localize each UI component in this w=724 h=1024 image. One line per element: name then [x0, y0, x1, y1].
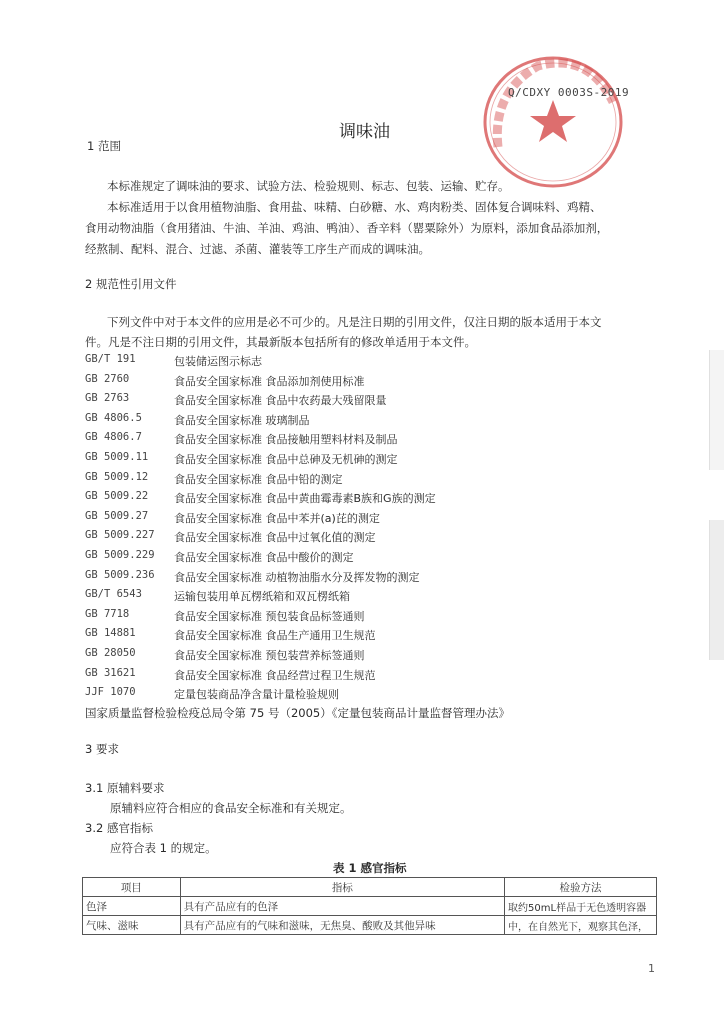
table-row: [83, 897, 657, 916]
company-seal-stamp: [478, 52, 628, 192]
th-spec: 指标: [180, 878, 504, 897]
section-1-line-3: 食用动物油脂（食用猪油、牛油、羊油、鸡油、鸭油）、香辛料（罂粟除外）为原料，添加食品添加剂，: [85, 221, 609, 235]
reference-title: 食品安全国家标准 食品中黄曲霉毒素B族和G族的测定: [174, 492, 436, 505]
reference-title: 食品安全国家标准 食品中总砷及无机砷的测定: [174, 453, 398, 466]
reference-code: GB 5009.11: [85, 451, 149, 463]
th-item: 项目: [83, 878, 181, 897]
page-title: 调味油: [339, 122, 390, 142]
section-1-line-2: 本标准适用于以食用植物油脂、食用盐、味精、白砂糖、水、鸡肉粉类、固体复合调味料、鸡精、: [107, 200, 602, 214]
reference-title: 食品安全国家标准 动植物油脂水分及挥发物的测定: [174, 571, 420, 584]
reference-code: GB 2760: [85, 373, 130, 385]
reference-code: GB/T 6543: [85, 588, 142, 600]
reference-code: JJF 1070: [85, 686, 136, 698]
reference-code: GB 4806.5: [85, 412, 142, 424]
reference-title: 食品安全国家标准 食品添加剂使用标准: [174, 375, 365, 388]
reference-code: GB 4806.7: [85, 431, 142, 443]
section-3-heading: 3 要求: [85, 742, 119, 756]
table-1-caption: 表 1 感官指标: [333, 861, 407, 875]
section-1-heading: 1 范围: [87, 139, 121, 153]
reference-code: GB 31621: [85, 667, 136, 679]
decree-line: 国家质量监督检验检疫总局令第 75 号（2005）《定量包装商品计量监督管理办法》: [85, 706, 510, 720]
reference-code: GB 14881: [85, 627, 136, 639]
reference-code: GB 5009.27: [85, 510, 149, 522]
row-2-item: 气味、滋味: [83, 916, 181, 935]
right-edge-strip-2: [709, 520, 724, 660]
reference-code: GB/T 191: [85, 353, 136, 365]
reference-code: GB 5009.227: [85, 529, 155, 541]
reference-title: 运输包装用单瓦楞纸箱和双瓦楞纸箱: [174, 590, 350, 603]
sensory-table: [82, 877, 657, 935]
reference-title: 定量包装商品净含量计量检验规则: [174, 688, 339, 701]
page-number: 1: [648, 962, 655, 975]
reference-code: GB 5009.229: [85, 549, 155, 561]
table-header-row: [83, 878, 657, 897]
reference-title: 食品安全国家标准 食品接触用塑料材料及制品: [174, 433, 398, 446]
table-row: [83, 916, 657, 935]
reference-title: 食品安全国家标准 玻璃制品: [174, 414, 310, 427]
reference-code: GB 5009.236: [85, 569, 155, 581]
reference-title: 食品安全国家标准 食品中酸价的测定: [174, 551, 354, 564]
doc-code: Q/CDXY 0003S-2019: [508, 86, 630, 99]
section-1-line-4: 经熬制、配料、混合、过滤、杀菌、灌装等工序生产而成的调味油。: [85, 242, 430, 256]
reference-title: 食品安全国家标准 食品中农药最大残留限量: [174, 394, 387, 407]
reference-title: 食品安全国家标准 预包装营养标签通则: [174, 649, 365, 662]
section-3-2-heading: 3.2 感官指标: [85, 821, 153, 835]
reference-code: GB 5009.12: [85, 471, 149, 483]
reference-title: 食品安全国家标准 食品中铅的测定: [174, 473, 343, 486]
section-3-1-text: 原辅料应符合相应的食品安全标准和有关规定。: [110, 801, 352, 815]
section-3-2-text: 应符合表 1 的规定。: [110, 841, 217, 855]
reference-code: GB 7718: [85, 608, 130, 620]
reference-title: 食品安全国家标准 食品中过氧化值的测定: [174, 531, 376, 544]
row-1-item: 色泽: [83, 897, 181, 916]
section-2-intro-1: 下列文件中对于本文件的应用是必不可少的。凡是注日期的引用文件，仅注日期的版本适用于本文: [107, 315, 602, 329]
reference-title: 食品安全国家标准 食品中苯并(a)芘的测定: [174, 512, 380, 525]
reference-title: 食品安全国家标准 食品经营过程卫生规范: [174, 669, 376, 682]
row-2-spec: 具有产品应有的气味和滋味，无焦臭、酸败及其他异味: [180, 916, 504, 935]
row-1-spec: 具有产品应有的色泽: [180, 897, 504, 916]
th-method: 检验方法: [505, 878, 657, 897]
row-1-method: 取约50mL样品于无色透明容器: [505, 897, 657, 916]
section-3-1-heading: 3.1 原辅料要求: [85, 781, 165, 795]
reference-title: 食品安全国家标准 预包装食品标签通则: [174, 610, 365, 623]
reference-title: 包装储运图示标志: [174, 355, 262, 368]
reference-code: GB 5009.22: [85, 490, 149, 502]
reference-code: GB 28050: [85, 647, 136, 659]
section-2-heading: 2 规范性引用文件: [85, 277, 177, 291]
reference-code: GB 2763: [85, 392, 130, 404]
reference-title: 食品安全国家标准 食品生产通用卫生规范: [174, 629, 376, 642]
row-2-method: 中，在自然光下，观察其色泽，: [505, 916, 657, 935]
section-1-line-1: 本标准规定了调味油的要求、试验方法、检验规则、标志、包装、运输、贮存。: [107, 179, 510, 193]
right-edge-strip: [709, 350, 724, 470]
section-2-intro-2: 件。凡是不注日期的引用文件，其最新版本包括所有的修改单适用于本文件。: [85, 335, 476, 349]
